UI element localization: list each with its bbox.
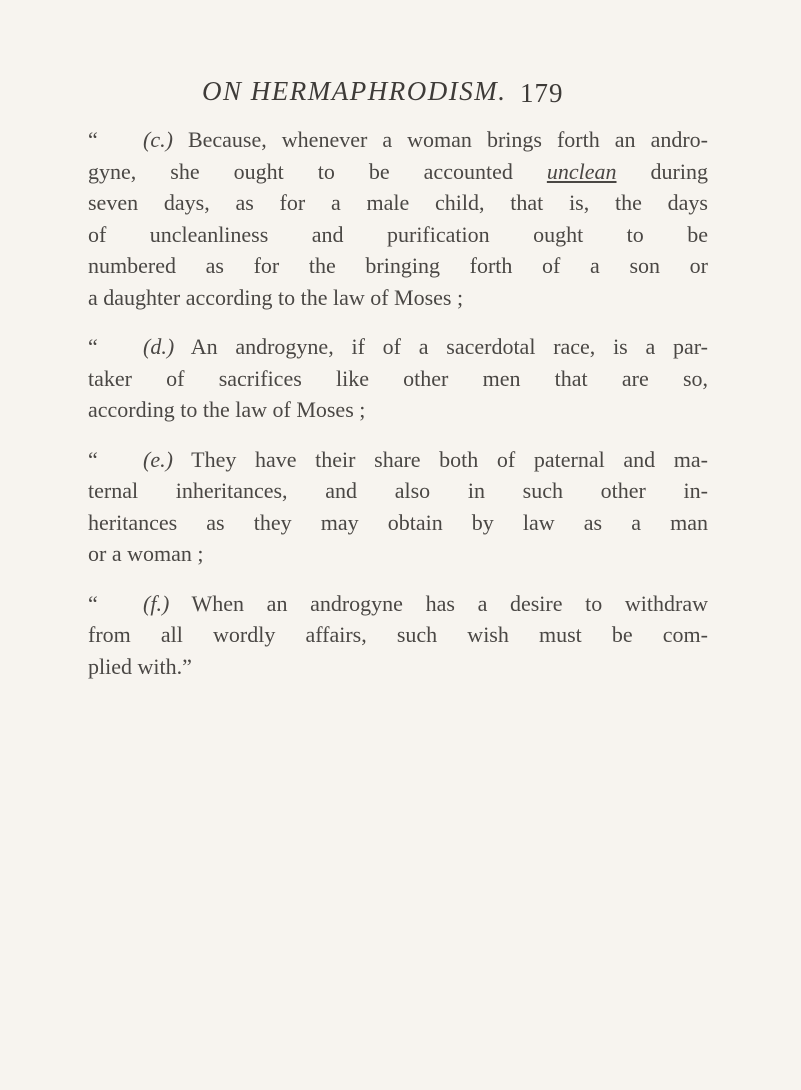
text-line — [88, 124, 708, 156]
line-text: When an androgyne has a desire to withdraw — [169, 590, 708, 616]
item-label: (c.) — [143, 127, 173, 152]
text-line — [88, 331, 708, 363]
text-line: a daughter according to the law of Moses ; — [88, 284, 464, 310]
paragraph-e — [88, 444, 708, 570]
page-number: 179 — [520, 78, 564, 108]
text-line: ternal inheritances, and also in such other in- — [88, 478, 708, 503]
text-line: of uncleanliness and purification ought to be — [88, 221, 708, 247]
text-line — [88, 588, 708, 620]
line-text: An androgyne, if of a sacerdotal race, is a par- — [174, 334, 708, 359]
paragraph-d — [88, 331, 708, 426]
item-label: (f.) — [143, 590, 170, 616]
line-text: gyne, she ought to be accounted — [88, 158, 547, 184]
text-line: numbered as for the bringing forth of a son or — [88, 253, 708, 278]
body-text — [88, 124, 708, 700]
text-line — [88, 156, 708, 188]
running-head: ON HERMAPHRODISM. — [202, 76, 507, 106]
open-quote: “ — [88, 127, 98, 152]
open-quote: “ — [88, 446, 98, 472]
item-label: (d.) — [143, 334, 175, 359]
text-line: from all wordly affairs, such wish must be com- — [88, 622, 708, 647]
line-text: They have their share both of paternal and ma- — [172, 446, 708, 472]
open-quote: “ — [88, 590, 98, 616]
paragraph-f — [88, 588, 708, 683]
text-line — [88, 444, 708, 476]
text-line: or a woman ; — [88, 541, 204, 566]
line-text: during — [616, 158, 708, 184]
page-header — [0, 76, 801, 110]
text-line: plied with.” — [88, 653, 192, 679]
emphasized-word: unclean — [546, 158, 617, 184]
paragraph-c — [88, 124, 708, 313]
text-line: according to the law of Moses ; — [88, 397, 366, 422]
text-line: heritances as they may obtain by law as a man — [88, 509, 708, 535]
text-line: taker of sacrifices like other men that are so, — [88, 365, 708, 391]
text-line: seven days, as for a male child, that is, the days — [88, 190, 708, 215]
line-text: Because, whenever a woman brings forth an andro- — [172, 127, 708, 152]
open-quote: “ — [88, 334, 98, 359]
item-label: (e.) — [143, 446, 173, 472]
